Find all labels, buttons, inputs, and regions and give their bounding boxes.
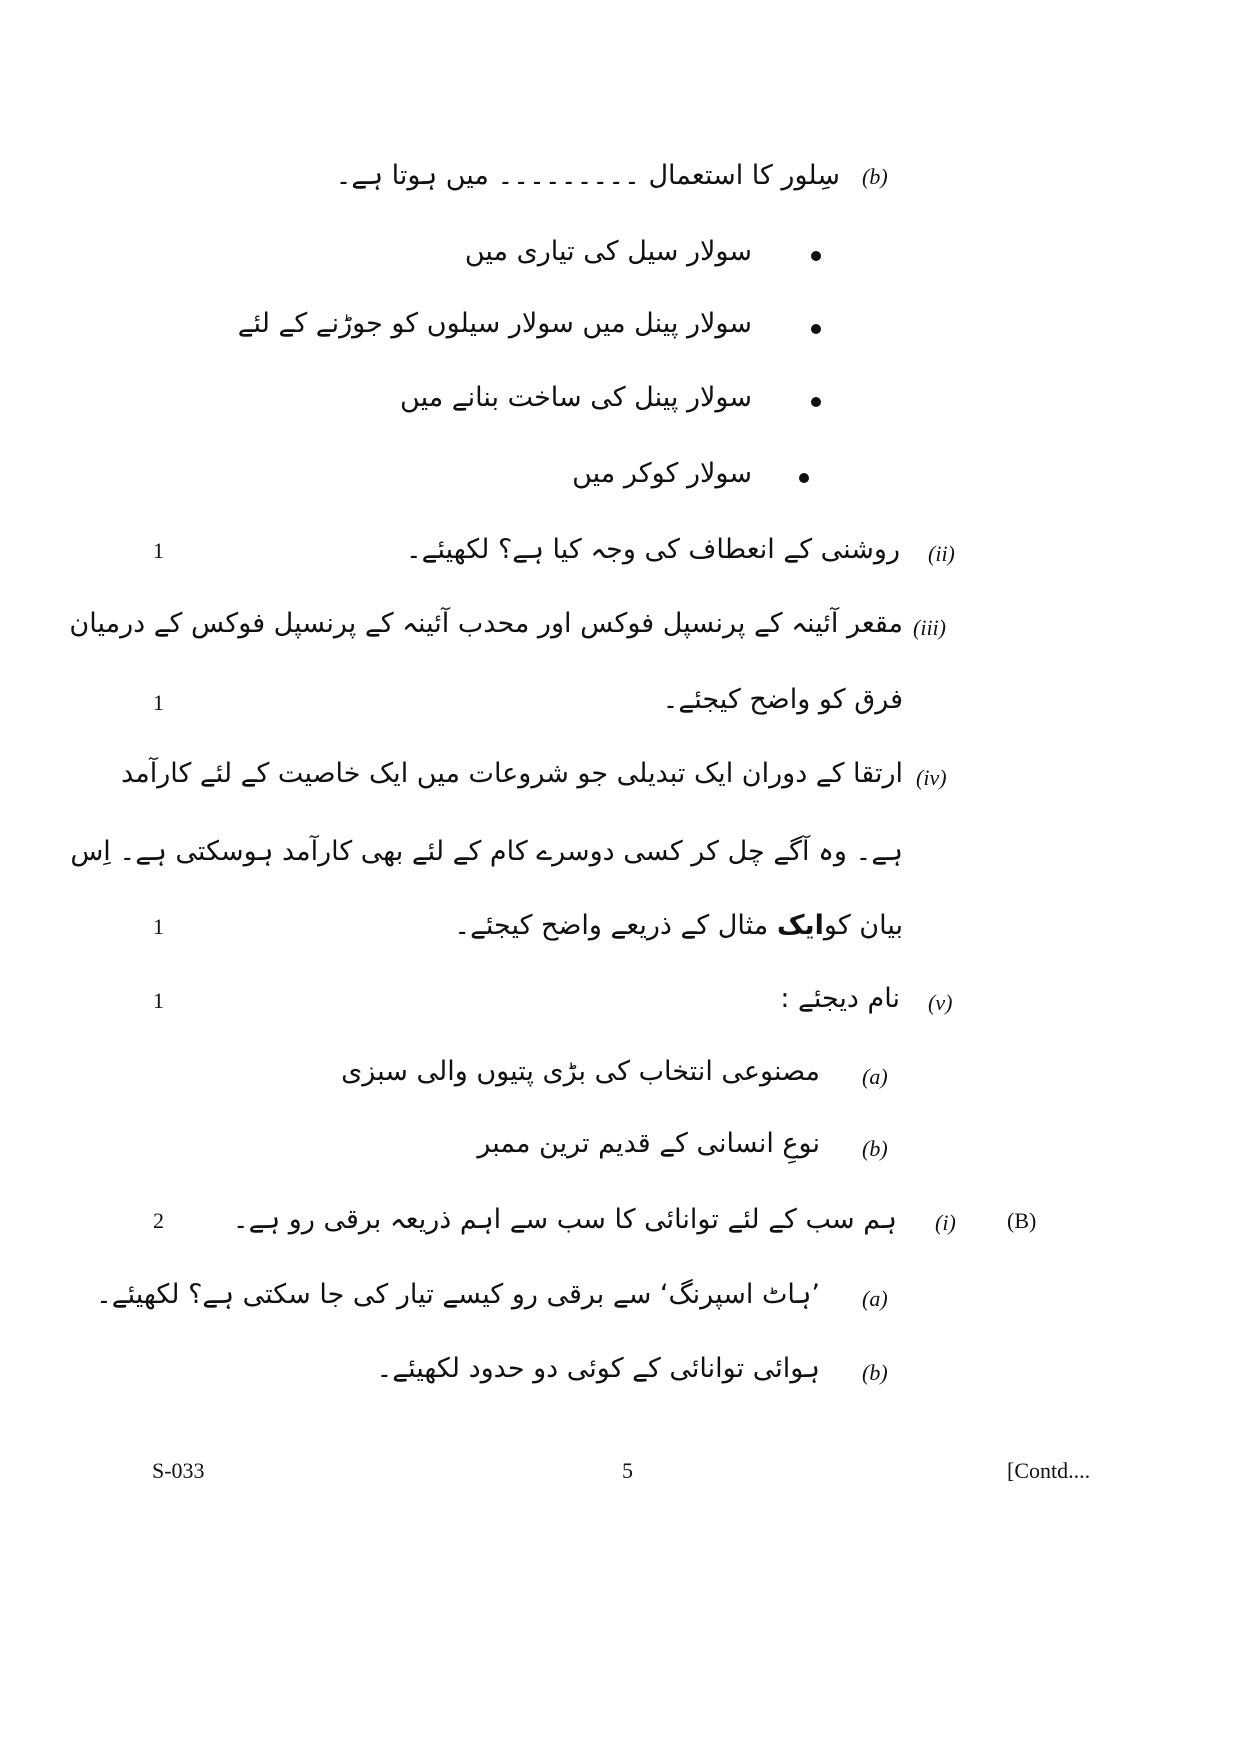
marks: 1 <box>153 914 164 939</box>
question-label: (b) <box>862 164 888 189</box>
marks: 1 <box>153 538 164 563</box>
text-fragment: بیان کو <box>823 910 903 941</box>
subquestion-label: (a) <box>862 1286 888 1311</box>
question-label: (iv) <box>916 765 947 790</box>
option-text: سولار سیل کی تیاری میں <box>464 236 752 267</box>
question-text: فرق کو واضح کیجئے۔ <box>662 684 903 715</box>
question-label: (iii) <box>913 615 946 640</box>
emphasis-text: ایک <box>776 910 824 941</box>
option-text: سولار کوکر میں <box>572 458 752 489</box>
bullet-icon <box>811 324 821 334</box>
question-text: نام دیجئے : <box>780 983 900 1014</box>
marks: 1 <box>153 988 164 1013</box>
option-text: سولار پینل میں سولار سیلوں کو جوڑنے کے لئے <box>237 308 752 339</box>
subquestion-text: نوعِ انسانی کے قدیم ترین ممبر <box>477 1128 820 1159</box>
option-text: سولار پینل کی ساخت بنانے میں <box>400 382 752 413</box>
page-number: 5 <box>622 1458 633 1483</box>
question-label: (ii) <box>928 541 955 566</box>
question-text: ہے۔ وہ آگے چل کر کسی دوسرے کام کے لئے بھی کارآمد ہوسکتی ہے۔ اِس <box>70 836 903 867</box>
subquestion-label: (b) <box>862 1136 888 1161</box>
marks: 1 <box>153 690 164 715</box>
subquestion-label: (b) <box>862 1360 888 1385</box>
section-label: (B) <box>1007 1208 1037 1233</box>
bullet-icon <box>811 251 821 261</box>
question-text <box>454 912 903 939</box>
subquestion-text: مصنوعی انتخاب کی بڑی پتیوں والی سبزی <box>341 1056 820 1087</box>
question-label: (v) <box>928 990 953 1015</box>
bullet-icon <box>799 473 809 483</box>
question-text: سِلور کا استعمال ۔۔۔۔۔۔۔۔۔ میں ہوتا ہے۔ <box>335 160 840 191</box>
subquestion-text: ’ہاٹ اسپرنگ‘ سے برقی رو کیسے تیار کی جا سکتی ہے؟ لکھیئے۔ <box>95 1279 820 1310</box>
question-label: (i) <box>935 1210 956 1235</box>
question-text: روشنی کے انعطاف کی وجہ کیا ہے؟ لکھیئے۔ <box>405 534 900 565</box>
question-text: ارتقا کے دوران ایک تبدیلی جو شروعات میں ایک خاصیت کے لئے کارآمد <box>121 758 903 789</box>
marks: 2 <box>153 1208 164 1233</box>
question-text: ہم سب کے لئے توانائی کا سب سے اہم ذریعہ برقی رو ہے۔ <box>232 1204 897 1235</box>
continued-marker: [Contd.... <box>1007 1458 1091 1483</box>
bullet-icon <box>811 397 821 407</box>
question-text: مقعر آئینہ کے پرنسپل فوکس اور محدب آئینہ کے پرنسپل فوکس کے درمیان <box>69 608 903 639</box>
text-fragment: مثال کے ذریعے واضح کیجئے۔ <box>454 910 769 941</box>
subquestion-text: ہوائی توانائی کے کوئی دو حدود لکھیئے۔ <box>376 1353 820 1384</box>
paper-code: S-033 <box>152 1458 205 1483</box>
subquestion-label: (a) <box>862 1064 888 1089</box>
